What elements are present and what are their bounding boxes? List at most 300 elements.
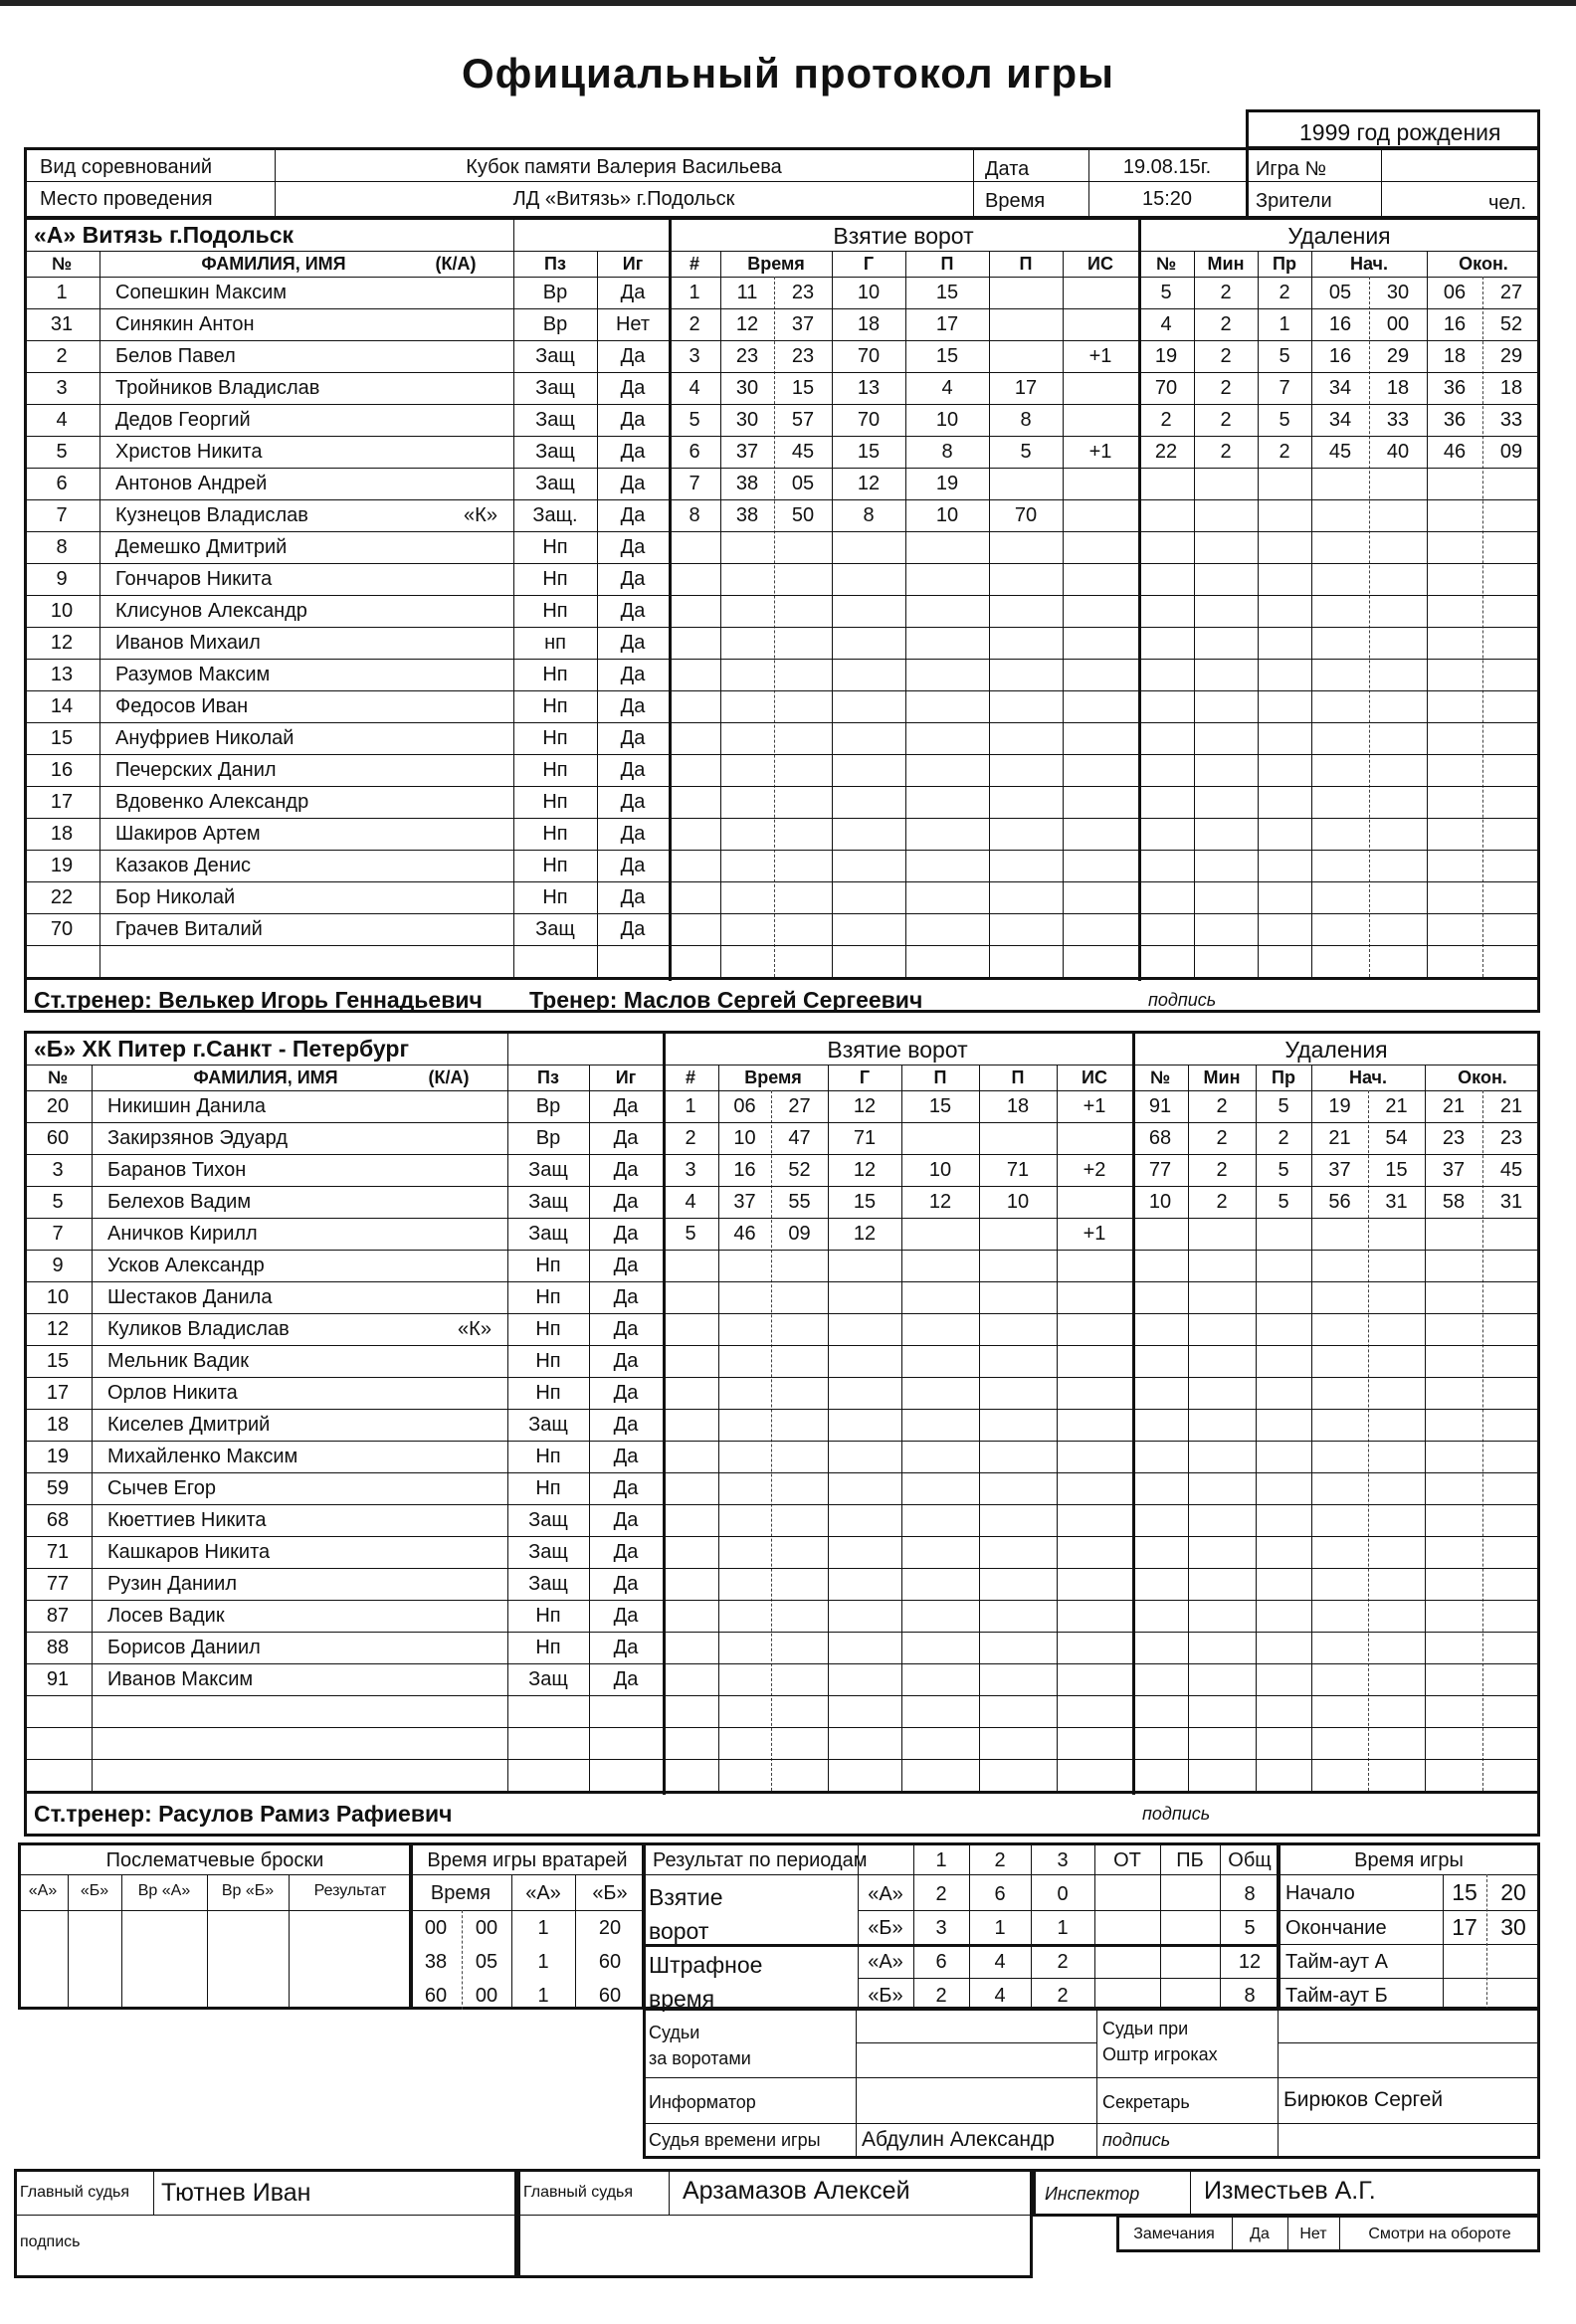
player-name: Шакиров Артем — [115, 823, 261, 845]
grid-line — [24, 1154, 1540, 1155]
penalty-end-min: 37 — [1442, 1159, 1466, 1181]
goal-assist-1: 10 — [928, 1159, 952, 1181]
player-name: Вдовенко Александр — [115, 791, 309, 813]
goal-second: 15 — [791, 377, 815, 399]
goal-situation: +2 — [1083, 1159, 1106, 1181]
player-played: Да — [613, 1255, 639, 1276]
goal-scorer: 12 — [853, 1223, 877, 1245]
penalty-start-min: 56 — [1328, 1191, 1351, 1213]
player-number: 87 — [46, 1605, 70, 1627]
period-col: 3 — [1057, 1849, 1069, 1871]
penalty-reason: 5 — [1279, 345, 1290, 367]
goalie-time-col: «А» — [525, 1882, 561, 1904]
player-name: Иванов Максим — [107, 1668, 254, 1690]
goalie-team-b: 60 — [598, 1951, 622, 1973]
period-value: 2 — [1057, 1985, 1069, 2007]
penalty-end-min: 46 — [1443, 441, 1467, 463]
grid-line — [24, 913, 1540, 914]
player-position: Защ — [535, 377, 575, 399]
penalty-start-sec: 15 — [1385, 1159, 1408, 1181]
grid-line — [24, 659, 1540, 660]
penalty-start-min: 16 — [1328, 345, 1352, 367]
goal-scorer: 12 — [857, 473, 881, 494]
grid-line — [989, 251, 990, 977]
penalty-start-min: 16 — [1328, 313, 1352, 335]
grid-line — [24, 595, 1540, 596]
shootout-col: Вр «Б» — [221, 1882, 275, 1899]
col-goal-g_p2: П — [1019, 254, 1033, 274]
goalie-time-second: 05 — [475, 1951, 498, 1973]
penalty-player: 5 — [1160, 282, 1172, 303]
grid-line — [24, 850, 1540, 851]
grid-line — [1278, 1944, 1540, 1945]
player-name: Печерских Данил — [115, 759, 277, 781]
grid-line — [24, 277, 1540, 278]
team_b-team-name: «Б» ХК Питер г.Санкт - Петербург — [34, 1036, 410, 1062]
goal-scorer: 71 — [853, 1127, 877, 1149]
penalty-minutes: 2 — [1220, 377, 1232, 399]
penalty-end-sec: 45 — [1499, 1159, 1523, 1181]
shootout-col: Результат — [313, 1882, 387, 1899]
grid-line — [24, 1568, 1540, 1569]
grid-line — [517, 2215, 1033, 2216]
grid-line — [14, 2215, 517, 2216]
player-number: 14 — [50, 695, 74, 717]
player-position: Нп — [535, 1286, 561, 1308]
player-number: 8 — [56, 536, 68, 558]
grid-line — [24, 1218, 1540, 1219]
player-position: Вр — [542, 313, 568, 335]
goal-scorer: 12 — [853, 1159, 877, 1181]
player-position: Защ — [535, 441, 575, 463]
goal-number: 2 — [685, 1127, 696, 1149]
player-name: Разумов Максим — [115, 664, 271, 685]
player-position: Нп — [542, 727, 568, 749]
player-number: 18 — [46, 1414, 70, 1436]
goal-number: 5 — [689, 409, 700, 431]
player-position: Защ — [528, 1414, 568, 1436]
grid-line — [24, 1472, 1540, 1473]
goal-number: 4 — [685, 1191, 696, 1213]
player-played: Да — [613, 1350, 639, 1372]
penalty-reason: 7 — [1279, 377, 1290, 399]
goal-assist-1: 19 — [935, 473, 959, 494]
penalty-player: 22 — [1154, 441, 1178, 463]
grid-line — [18, 1910, 412, 1911]
player-position: Вр — [535, 1095, 561, 1117]
penalty-minutes: 2 — [1216, 1191, 1228, 1213]
grid-line — [410, 1910, 645, 1911]
time-value: 15:20 — [1141, 188, 1193, 210]
goal-second: 27 — [788, 1095, 811, 1117]
goalie-time-minute: 00 — [424, 1917, 448, 1939]
game-number-label: Игра № — [1256, 158, 1326, 180]
goal-assist-2: 71 — [1006, 1159, 1030, 1181]
pim-label: Штрафное — [649, 1952, 763, 1978]
player-position: Нп — [542, 855, 568, 876]
period-value: 3 — [935, 1917, 947, 1939]
goals-heading: Взятие ворот — [827, 1037, 968, 1063]
penalty-end-min: 36 — [1443, 377, 1467, 399]
penalty-start-min: 45 — [1328, 441, 1352, 463]
period-col: ОТ — [1113, 1849, 1141, 1871]
pim-label: время — [649, 1986, 715, 2012]
col-pen-p_start: Нач. — [1349, 254, 1388, 274]
goal-minute: 06 — [733, 1095, 756, 1117]
grid-line — [858, 1910, 1280, 1911]
player-played: Да — [620, 282, 646, 303]
goalie-team-b: 20 — [598, 1917, 622, 1939]
grid-line — [24, 1186, 1540, 1187]
grid-line — [24, 1281, 1540, 1282]
penalty-reason: 2 — [1278, 1127, 1289, 1149]
goal-second: 37 — [791, 313, 815, 335]
goal-scorer: 70 — [857, 345, 881, 367]
col-pen-p_min: Мин — [1207, 254, 1245, 274]
grid-line — [24, 945, 1540, 946]
goals-label: Взятие — [649, 1884, 723, 1910]
player-number: 71 — [46, 1541, 70, 1563]
period-team-label: «Б» — [868, 1985, 903, 2007]
col-goal-g_time: Время — [744, 1067, 802, 1087]
game-start-minute: 20 — [1500, 1879, 1526, 1905]
grid-line — [24, 468, 1540, 469]
col-goal-g_time: Время — [747, 254, 805, 274]
goal-scorer: 13 — [857, 377, 881, 399]
goal-minute: 38 — [735, 473, 759, 494]
player-position: Нп — [542, 886, 568, 908]
goalie-team-a: 1 — [537, 1951, 549, 1973]
player-name: Кузнецов Владислав — [115, 504, 308, 526]
penalty-end-min: 18 — [1443, 345, 1467, 367]
goal-scorer: 15 — [853, 1191, 877, 1213]
penalty-start-min: 34 — [1328, 377, 1352, 399]
goal-number: 5 — [685, 1223, 696, 1245]
grid-line — [24, 404, 1540, 405]
grid-line — [24, 1695, 1540, 1696]
penalty-player: 70 — [1154, 377, 1178, 399]
goal-minute: 30 — [735, 377, 759, 399]
grid-line — [24, 1536, 1540, 1537]
player-played: Да — [613, 1127, 639, 1149]
player-position: Нп — [535, 1446, 561, 1467]
player-name: Иванов Михаил — [115, 632, 261, 654]
player-position: Защ — [528, 1191, 568, 1213]
player-played: Да — [620, 727, 646, 749]
col-pen-p_num: № — [1155, 254, 1177, 274]
player-number: 19 — [46, 1446, 70, 1467]
col-name: ФАМИЛИЯ, ИМЯ — [193, 1067, 338, 1087]
goal-situation: +1 — [1088, 441, 1112, 463]
referee-1-label: Главный судья — [20, 2184, 130, 2201]
shootout-col: «А» — [28, 1882, 58, 1899]
grid-line — [24, 786, 1540, 787]
player-number: 12 — [46, 1318, 70, 1340]
goal-scorer: 70 — [857, 409, 881, 431]
player-played: Да — [620, 886, 646, 908]
penalty-end-sec: 23 — [1499, 1127, 1523, 1149]
player-name: Белов Павел — [115, 345, 236, 367]
player-played: Да — [613, 1509, 639, 1531]
player-position: Защ — [535, 345, 575, 367]
player-position: Защ — [528, 1509, 568, 1531]
player-played: Да — [613, 1446, 639, 1467]
goal-minute: 16 — [733, 1159, 756, 1181]
player-position: Нп — [542, 791, 568, 813]
player-position: Нп — [535, 1350, 561, 1372]
player-name: Тройников Владислав — [115, 377, 320, 399]
player-number: 88 — [46, 1637, 70, 1658]
goal-scorer: 18 — [857, 313, 881, 335]
time-label: Время — [985, 190, 1046, 212]
period-value: 1 — [1057, 1917, 1069, 1939]
player-played: Да — [620, 568, 646, 590]
penalty-start-sec: 30 — [1386, 282, 1410, 303]
player-number: 2 — [56, 345, 68, 367]
player-number: 9 — [56, 568, 68, 590]
goal-assist-1: 15 — [928, 1095, 952, 1117]
grid-line — [643, 2077, 1540, 2078]
grid-line — [24, 251, 1540, 252]
penalty-end-min: 58 — [1442, 1191, 1466, 1213]
player-name: Христов Никита — [115, 441, 263, 463]
grid-line — [24, 881, 1540, 882]
venue-label: Место проведения — [40, 188, 213, 210]
secretary-name: Бирюков Сергей — [1283, 2088, 1444, 2111]
penalty-end-min: 21 — [1442, 1095, 1466, 1117]
goal-minute: 10 — [733, 1127, 756, 1149]
game-time-title: Время игры — [1354, 1849, 1464, 1871]
period-value: 2 — [1057, 1951, 1069, 1973]
grid-line — [24, 436, 1540, 437]
grid-line — [24, 1122, 1540, 1123]
player-number: 5 — [52, 1191, 64, 1213]
captain-mark: «К» — [458, 1318, 492, 1340]
grid-line — [1278, 1978, 1540, 1979]
player-position: Нп — [535, 1382, 561, 1404]
penalty-player: 19 — [1154, 345, 1178, 367]
page-title: Официальный протокол игры — [461, 50, 1115, 97]
period-value: 2 — [935, 1883, 947, 1905]
col-goal-g_g: Г — [863, 254, 875, 274]
penalty-end-sec: 52 — [1499, 313, 1523, 335]
period-value: 8 — [1244, 1883, 1256, 1905]
grid-line — [92, 1065, 93, 1791]
grid-line — [24, 722, 1540, 723]
period-team-label: «Б» — [868, 1917, 903, 1939]
spectators-unit: чел. — [1488, 192, 1527, 214]
goals-heading: Взятие ворот — [833, 223, 974, 249]
player-position: Нп — [542, 536, 568, 558]
goal-scorer: 12 — [853, 1095, 877, 1117]
goal-assist-1: 15 — [935, 282, 959, 303]
penalty-player: 77 — [1148, 1159, 1172, 1181]
goalie-time-title: Время игры вратарей — [427, 1849, 628, 1871]
goalie-time-second: 00 — [475, 1985, 498, 2007]
period-col: 1 — [935, 1849, 947, 1871]
game-start-label: Начало — [1285, 1882, 1355, 1904]
player-number: 15 — [46, 1350, 70, 1372]
goal-minute: 38 — [735, 504, 759, 526]
goal-assist-1: 4 — [941, 377, 953, 399]
remarks-see-back: Смотри на обороте — [1368, 2226, 1511, 2242]
player-played: Да — [620, 409, 646, 431]
penalty-reason: 2 — [1279, 282, 1290, 303]
player-played: Да — [613, 1095, 639, 1117]
goal-number: 3 — [685, 1159, 696, 1181]
player-name: Дедов Георгий — [115, 409, 251, 431]
period-value: 6 — [994, 1883, 1006, 1905]
player-position: Защ — [528, 1223, 568, 1245]
goal-second: 55 — [788, 1191, 811, 1213]
penalty-player: 68 — [1148, 1127, 1172, 1149]
player-played: Да — [613, 1223, 639, 1245]
col-number: № — [51, 254, 73, 274]
goal-number: 3 — [689, 345, 700, 367]
goalie-time-minute: 60 — [424, 1985, 448, 2007]
period-value: 1 — [994, 1917, 1006, 1939]
team_a-signature: подпись — [1148, 990, 1217, 1010]
player-played: Да — [613, 1477, 639, 1499]
grid-line — [24, 340, 1540, 341]
spectators-label: Зрители — [1256, 190, 1332, 212]
player-number: 15 — [50, 727, 74, 749]
player-played: Да — [620, 664, 646, 685]
venue-value: ЛД «Витязь» г.Подольск — [512, 188, 735, 210]
period-col: ПБ — [1176, 1849, 1204, 1871]
grid-line — [1096, 2008, 1097, 2159]
player-name: Синякин Антон — [115, 313, 255, 335]
penalty-player: 4 — [1160, 313, 1172, 335]
player-position: Нп — [542, 664, 568, 685]
goal-judges-label: за воротами — [649, 2048, 751, 2068]
player-number: 10 — [46, 1286, 70, 1308]
player-number: 10 — [50, 600, 74, 622]
player-number: 19 — [50, 855, 74, 876]
penalty-player: 91 — [1148, 1095, 1172, 1117]
player-played: Да — [613, 1668, 639, 1690]
goalie-time-col: Время — [430, 1882, 492, 1904]
penalty-end-sec: 31 — [1499, 1191, 1523, 1213]
player-position: Вр — [542, 282, 568, 303]
col-position: Пз — [537, 1067, 559, 1087]
goal-minute: 30 — [735, 409, 759, 431]
penalty-end-min: 16 — [1443, 313, 1467, 335]
player-name: Федосов Иван — [115, 695, 249, 717]
player-number: 5 — [56, 441, 68, 463]
shootout-title: Послематчевые броски — [105, 1849, 324, 1871]
grid-line — [24, 1409, 1540, 1410]
grid-line — [24, 1504, 1540, 1505]
goal-minute: 12 — [735, 313, 759, 335]
goal-number: 1 — [689, 282, 700, 303]
grid-line — [24, 308, 1540, 309]
player-name: Грачев Виталий — [115, 918, 263, 940]
goal-scorer: 8 — [863, 504, 875, 526]
remarks-no: Нет — [1299, 2226, 1327, 2242]
player-position: Защ — [535, 473, 575, 494]
team_b-head-coach: Ст.тренер: Расулов Рамиз Рафиевич — [34, 1801, 453, 1827]
player-played: Да — [620, 823, 646, 845]
player-position: Защ — [528, 1541, 568, 1563]
grid-line — [24, 531, 1540, 532]
player-position: Защ — [528, 1573, 568, 1595]
player-number: 20 — [46, 1095, 70, 1117]
player-position: Защ — [535, 918, 575, 940]
player-name: Шестаков Данила — [107, 1286, 273, 1308]
penalty-end-min: 23 — [1442, 1127, 1466, 1149]
goal-minute: 23 — [735, 345, 759, 367]
penalty-reason: 1 — [1279, 313, 1290, 335]
periods-title: Результат по периодам — [653, 1849, 868, 1871]
player-position: Защ — [535, 409, 575, 431]
col-played: Иг — [622, 254, 644, 274]
player-played: Да — [620, 759, 646, 781]
player-position: Нп — [542, 568, 568, 590]
player-position: Защ — [528, 1668, 568, 1690]
game-end-minute: 30 — [1500, 1914, 1526, 1940]
penalty-minutes: 2 — [1220, 409, 1232, 431]
penalty-reason: 5 — [1278, 1095, 1289, 1117]
goalie-team-a: 1 — [537, 1917, 549, 1939]
grid-line — [24, 1632, 1540, 1633]
col-ka: (К/А) — [428, 1067, 470, 1087]
player-played: Да — [620, 600, 646, 622]
grid-line — [1278, 2008, 1279, 2159]
goal-number: 6 — [689, 441, 700, 463]
officials-signature: подпись — [1102, 2130, 1171, 2150]
penalty-end-min: 06 — [1443, 282, 1467, 303]
player-position: Нп — [542, 600, 568, 622]
penalty-reason: 2 — [1279, 441, 1290, 463]
grid-line — [856, 2042, 1096, 2043]
player-number: 9 — [52, 1255, 64, 1276]
period-value: 6 — [935, 1951, 947, 1973]
grid-line — [24, 1090, 1540, 1091]
goal-judges-label: Судьи — [649, 2023, 700, 2042]
penalty-reason: 5 — [1278, 1159, 1289, 1181]
player-position: Защ. — [532, 504, 578, 526]
goal-number: 4 — [689, 377, 700, 399]
inspector-label: Инспектор — [1045, 2184, 1140, 2204]
col-pen-p_reason: Пр — [1272, 1067, 1295, 1087]
penalty-minutes: 2 — [1220, 282, 1232, 303]
period-value: 4 — [994, 1985, 1006, 2007]
player-position: Нп — [535, 1477, 561, 1499]
penalty-start-min: 21 — [1328, 1127, 1351, 1149]
period-value: 5 — [1244, 1917, 1256, 1939]
col-goal-g_p1: П — [933, 1067, 947, 1087]
player-name: Борисов Даниил — [107, 1637, 261, 1658]
col-goal-g_g: Г — [859, 1067, 871, 1087]
penalty-end-sec: 18 — [1499, 377, 1523, 399]
player-name: Аничков Кирилл — [107, 1223, 258, 1245]
grid-line — [1278, 1874, 1540, 1875]
goal-second: 57 — [791, 409, 815, 431]
player-number: 13 — [50, 664, 74, 685]
coach-row-line — [24, 1791, 1540, 1794]
player-number: 12 — [50, 632, 74, 654]
player-position: Нп — [542, 695, 568, 717]
player-played: Да — [620, 695, 646, 717]
player-number: 18 — [50, 823, 74, 845]
penalty-end-sec: 33 — [1499, 409, 1523, 431]
goal-assist-2: 18 — [1006, 1095, 1030, 1117]
timeout-a-label: Тайм-аут А — [1285, 1951, 1388, 1973]
grid-line — [669, 2169, 670, 2215]
penalty-player: 10 — [1148, 1191, 1172, 1213]
penalty-start-min: 34 — [1328, 409, 1352, 431]
